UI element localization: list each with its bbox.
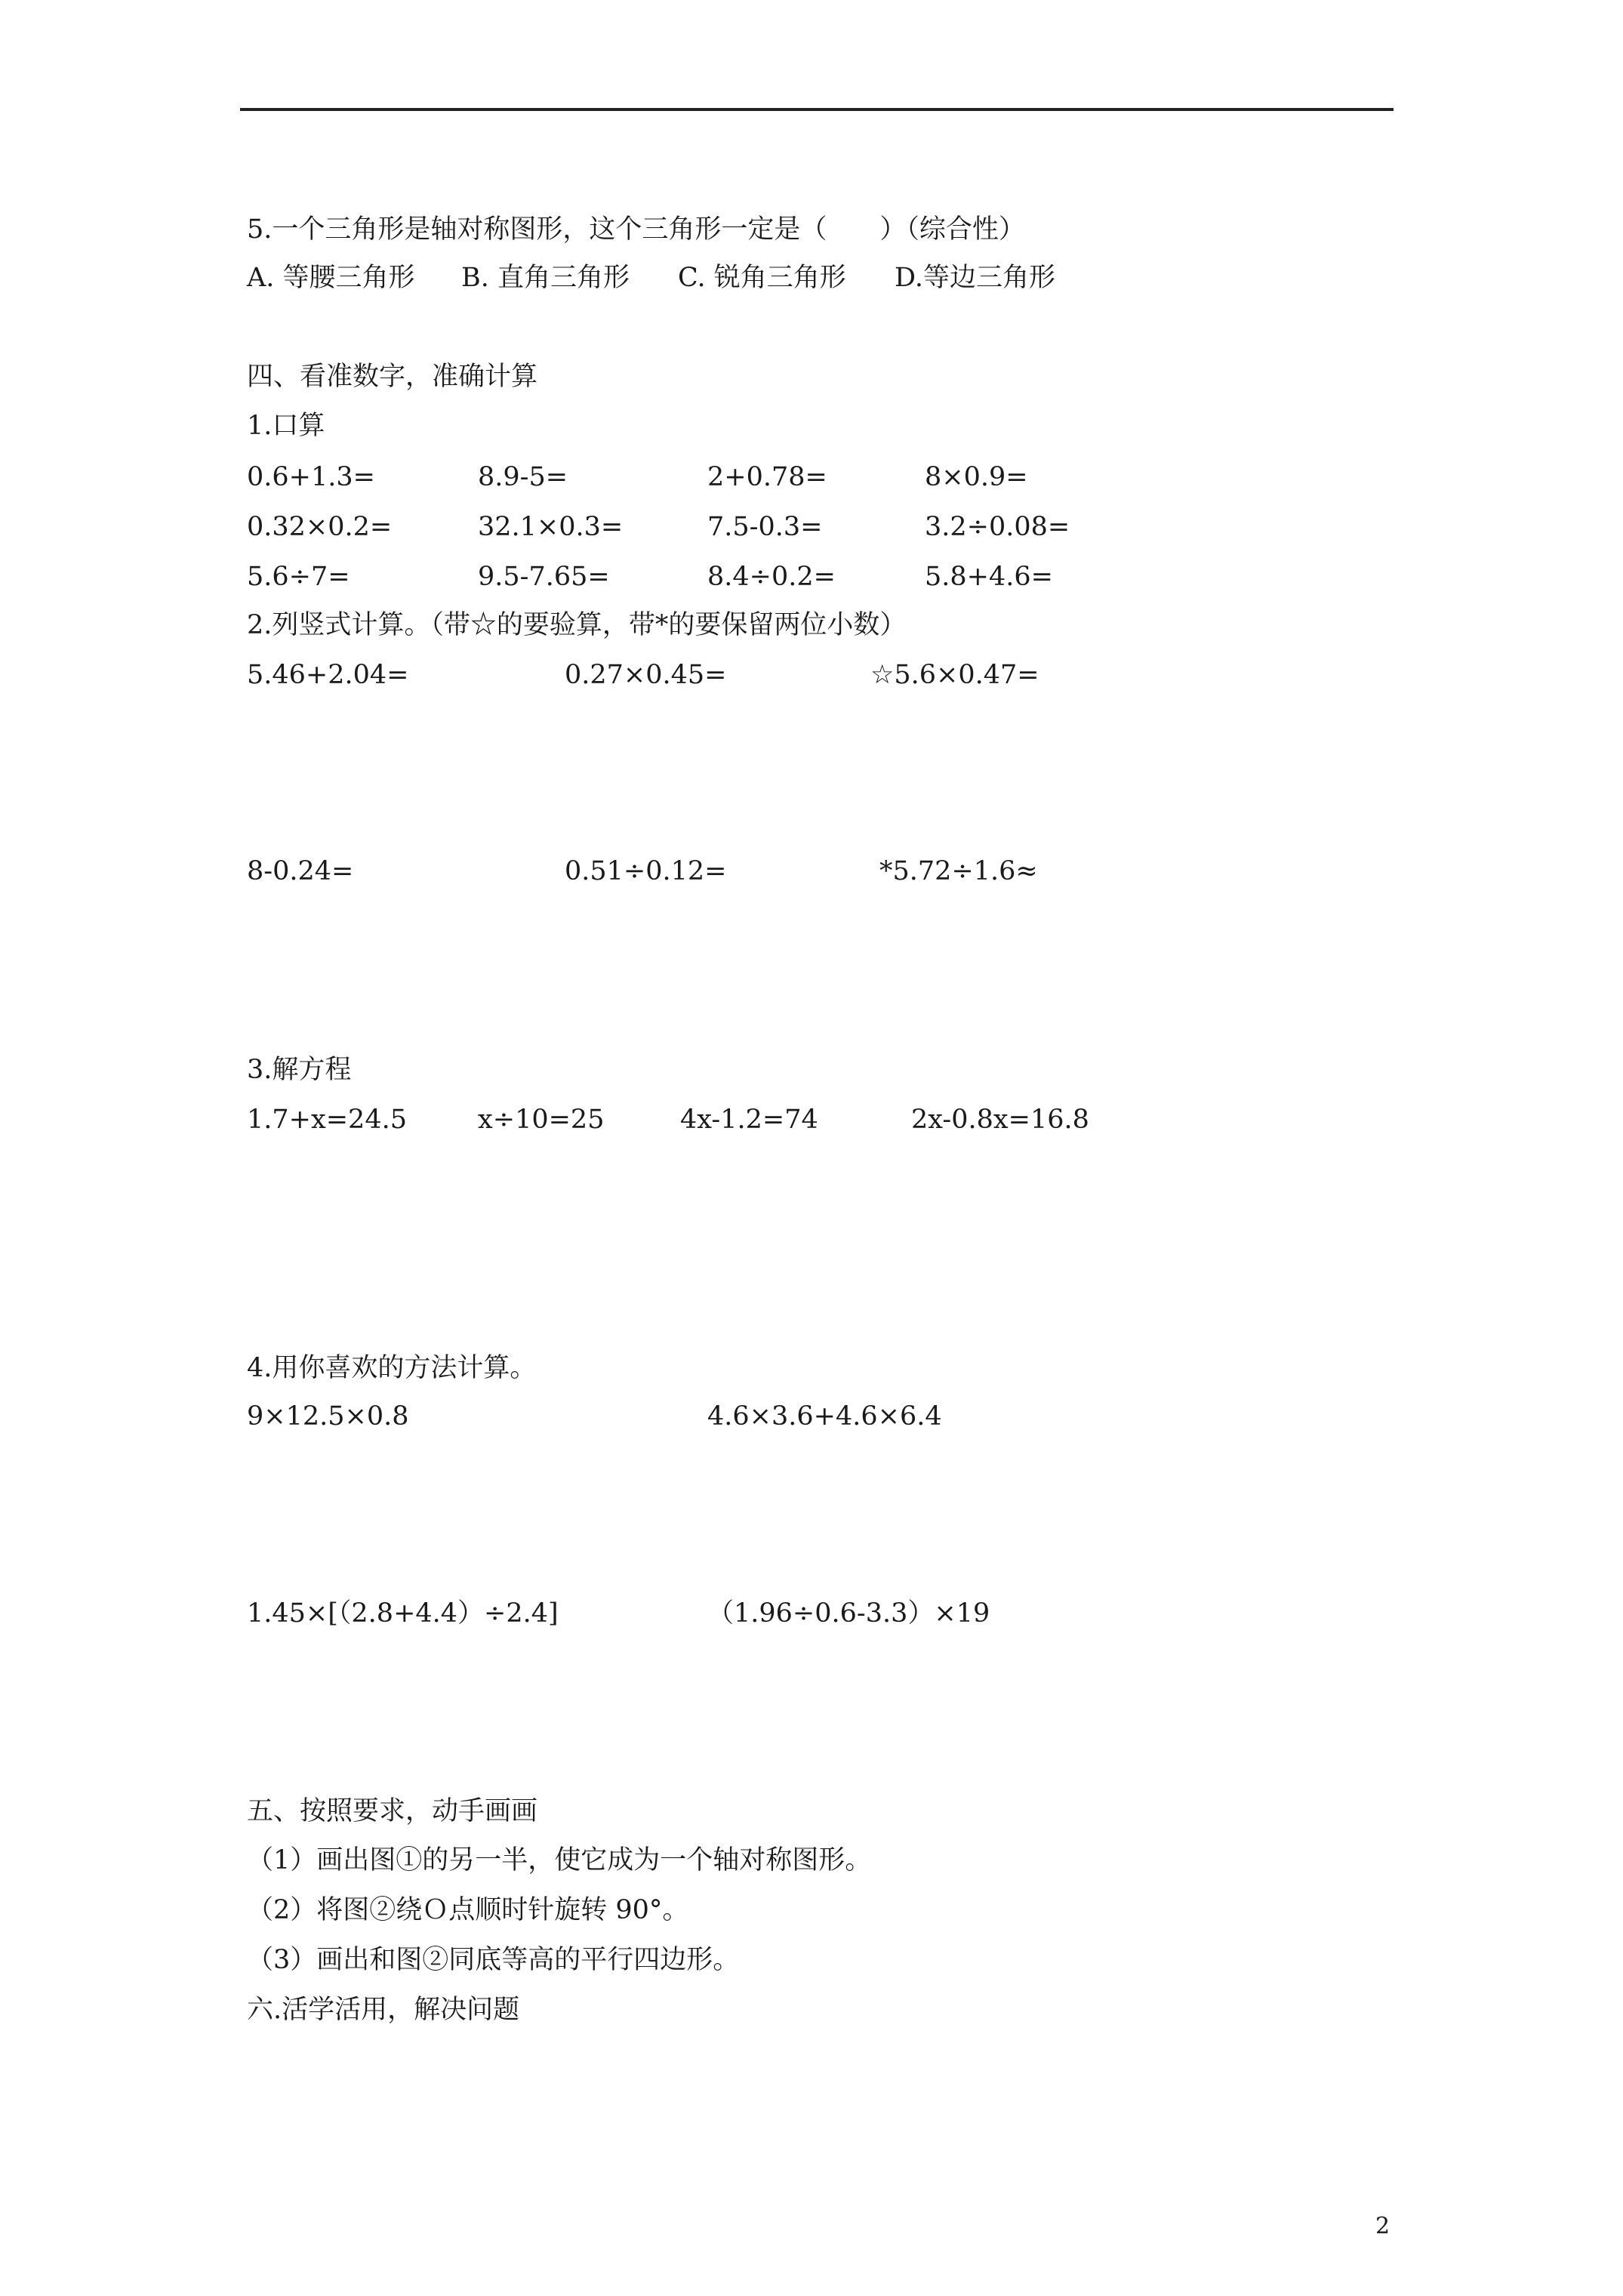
mental-math-item: 5.6÷7=: [247, 562, 350, 592]
q5-option-a: A. 等腰三角形: [247, 263, 415, 293]
part1-title: 1.口算: [247, 411, 325, 441]
part3-title: 3.解方程: [247, 1055, 352, 1085]
drawing-task-item: （3）画出和图②同底等高的平行四边形。: [247, 1945, 740, 1975]
section5-title: 五、按照要求，动手画画: [247, 1796, 538, 1826]
mental-math-item: 0.6+1.3=: [247, 462, 375, 492]
vertical-calc-item: ☆5.6×0.47=: [870, 660, 1039, 690]
vertical-calc-item: 0.27×0.45=: [565, 660, 727, 690]
mental-math-item: 0.32×0.2=: [247, 512, 393, 542]
q5-question: 5.一个三角形是轴对称图形，这个三角形一定是（ ）（综合性）: [247, 214, 1025, 245]
equation-item: 1.7+x=24.5: [247, 1105, 407, 1135]
vertical-calc-item: *5.72÷1.6≈: [879, 856, 1038, 886]
vertical-calc-item: 0.51÷0.12=: [565, 856, 727, 886]
part4-title: 4.用你喜欢的方法计算。: [247, 1353, 537, 1383]
mental-math-item: 8.9-5=: [478, 462, 568, 492]
mental-math-item: 9.5-7.65=: [478, 562, 610, 592]
mental-math-item: 8×0.9=: [925, 462, 1028, 492]
q5-option-b: B. 直角三角形: [461, 263, 630, 293]
mental-math-item: 8.4÷0.2=: [707, 562, 836, 592]
drawing-task-item: （1）画出图①的另一半，使它成为一个轴对称图形。: [247, 1845, 872, 1875]
part2-title: 2.列竖式计算。（带☆的要验算，带*的要保留两位小数）: [247, 610, 907, 640]
calc-item: 9×12.5×0.8: [247, 1401, 409, 1432]
section6-title: 六.活学活用，解决问题: [247, 1995, 520, 2025]
calc-item: （1.96÷0.6-3.3）×19: [707, 1598, 990, 1629]
section4-title: 四、看准数字，准确计算: [247, 362, 538, 392]
q5-option-c: C. 锐角三角形: [678, 263, 846, 293]
mental-math-item: 32.1×0.3=: [478, 512, 624, 542]
header-rule: [240, 108, 1394, 111]
page-number: 2: [1375, 2213, 1390, 2239]
mental-math-item: 7.5-0.3=: [707, 512, 823, 542]
mental-math-item: 5.8+4.6=: [925, 562, 1053, 592]
calc-item: 4.6×3.6+4.6×6.4: [707, 1401, 942, 1432]
mental-math-item: 3.2÷0.08=: [925, 512, 1070, 542]
mental-math-item: 2+0.78=: [707, 462, 827, 492]
equation-item: 4x-1.2=74: [680, 1105, 818, 1135]
q5-option-d: D.等边三角形: [895, 263, 1055, 293]
vertical-calc-item: 8-0.24=: [247, 856, 354, 886]
calc-item: 1.45×[（2.8+4.4）÷2.4]: [247, 1598, 559, 1629]
equation-item: x÷10=25: [478, 1105, 605, 1135]
vertical-calc-item: 5.46+2.04=: [247, 660, 409, 690]
equation-item: 2x-0.8x=16.8: [911, 1105, 1089, 1135]
drawing-task-item: （2）将图②绕Ｏ点顺时针旋转 90°。: [247, 1895, 689, 1925]
